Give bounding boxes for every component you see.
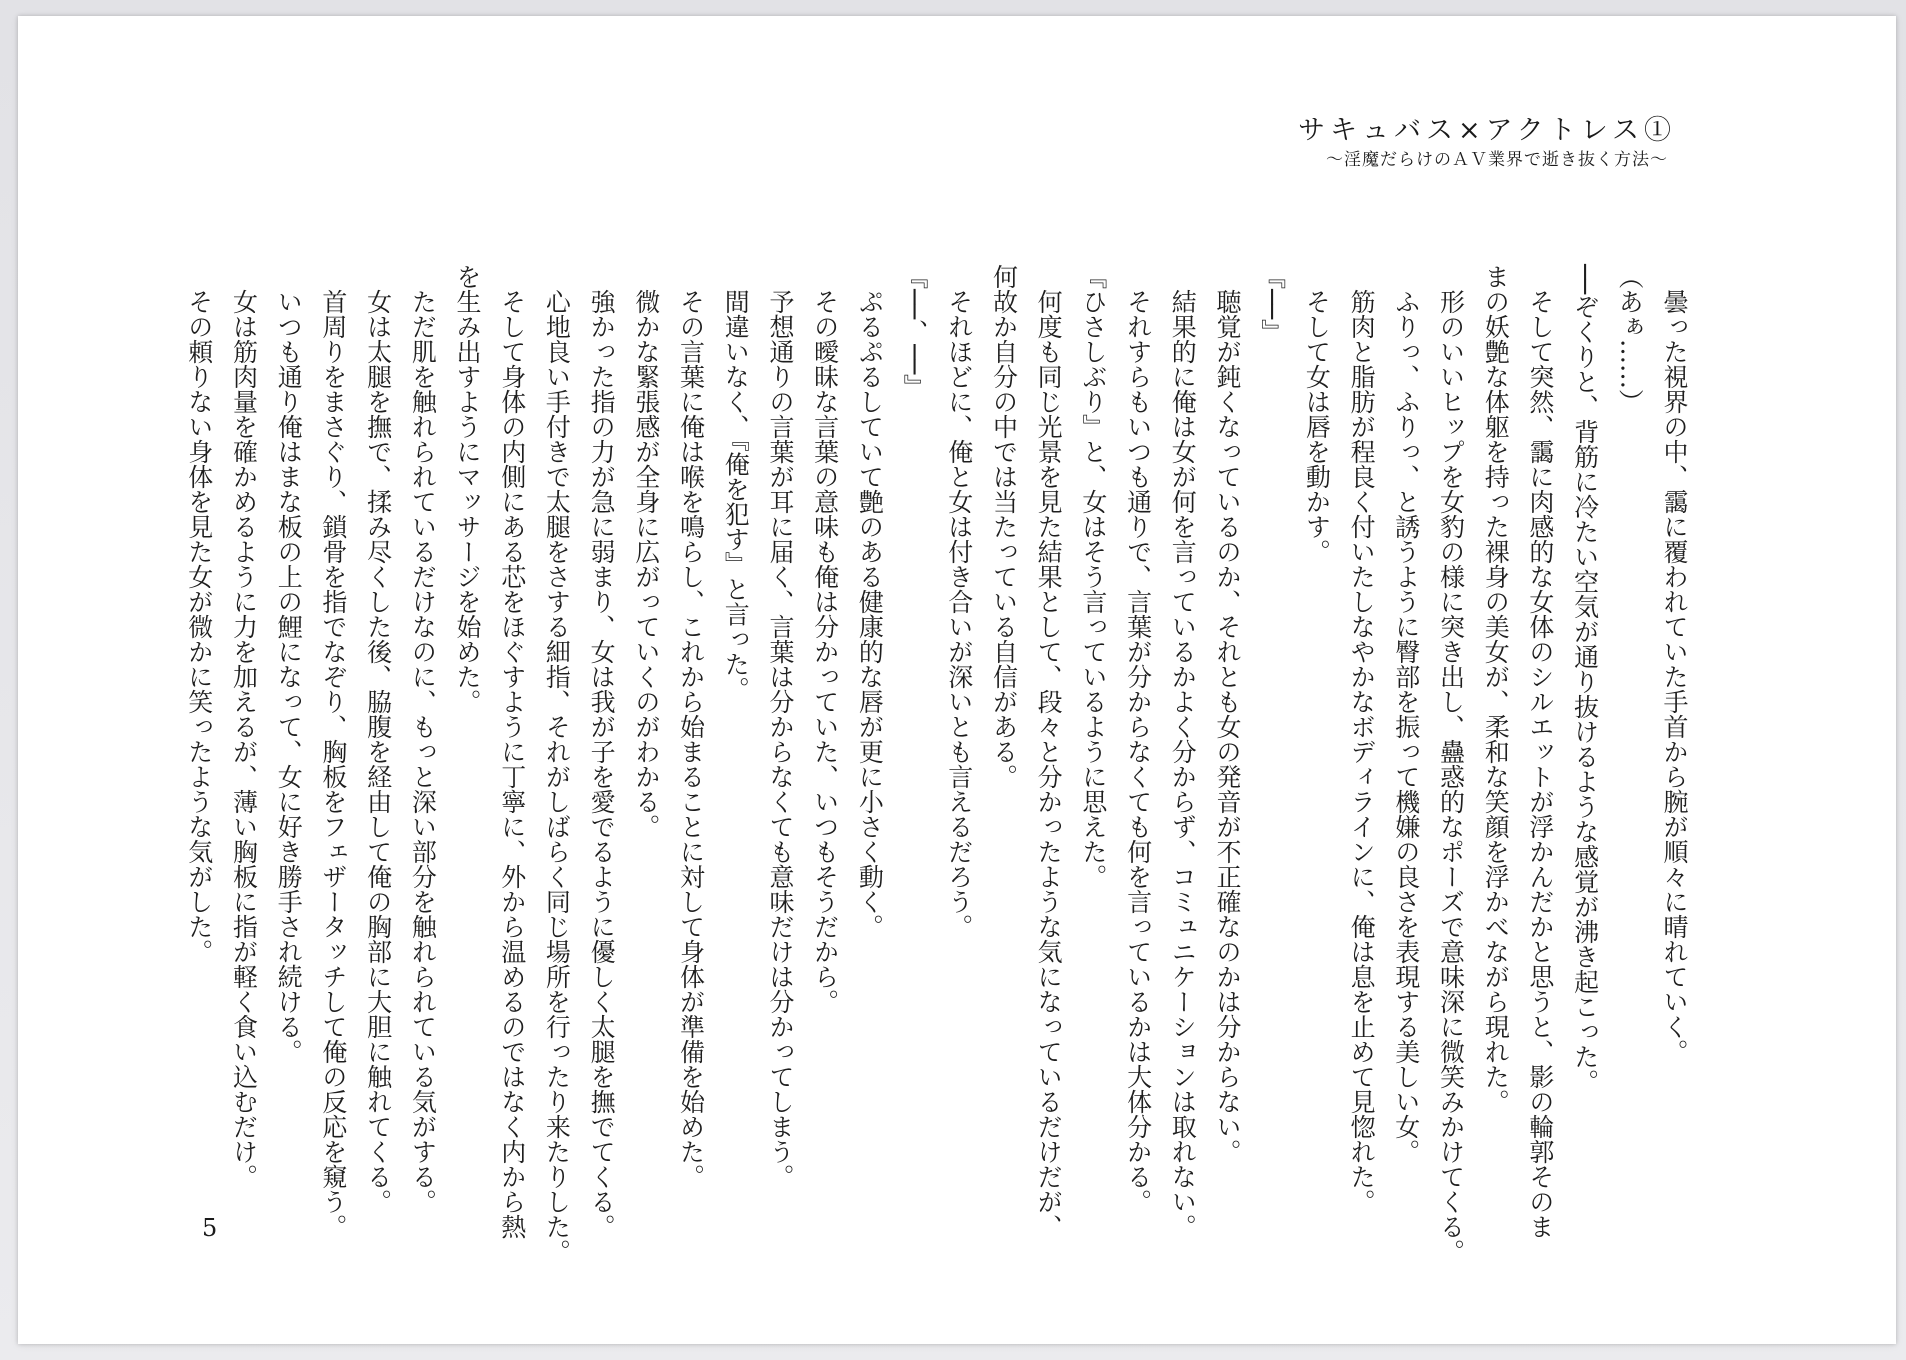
text-line: その頼りない身体を見た女が微かに笑ったような気がした。 (184, 289, 214, 964)
page-number: 5 (202, 1214, 218, 1242)
text-line: そして身体の内側にある芯をほぐすように丁寧に、外から温めるのではなく内から熱 (497, 289, 527, 1239)
text-line: 心地良い手付きで太腿をさする細指、それがしばらく同じ場所を行ったり来たりした。 (542, 289, 572, 1264)
text-line: それすらもいつも通りで、言葉が分からなくても何を言っているかは大体分かる。 (1123, 289, 1153, 1214)
text-line: 曇った視界の中、靄に覆われていた手首から腕が順々に晴れていく。 (1660, 289, 1689, 1064)
text-line: 筋肉と脂肪が程良く付いたしなやかなボディラインに、俺は息を止めて見惚れた。 (1347, 289, 1377, 1214)
text-line: そして突然、靄に肉感的な女体のシルエットが浮かんだかと思うと、影の輪郭そのま (1525, 289, 1555, 1239)
text-line: 間違いなく、『俺を犯す』と言った。 (721, 289, 751, 702)
vertical-body-text (176, 264, 1696, 1264)
running-header (1298, 114, 1676, 172)
book-subtitle: 〜淫魔だらけのＡＶ業界で逝き抜く方法〜 (1326, 150, 1668, 170)
text-line: そして女は唇を動かす。 (1302, 289, 1332, 564)
text-line: その言葉に俺は喉を鳴らし、これから始まることに対して身体が準備を始めた。 (676, 289, 706, 1189)
text-line: 『──、──』 (900, 264, 930, 400)
text-line: 何故か自分の中では当たっている自信がある。 (989, 264, 1019, 789)
text-line: 『ひさしぶり』と、女はそう言っているように思えた。 (1078, 264, 1108, 889)
text-line: 予想通りの言葉が耳に届く、言葉は分からなくても意味だけは分かってしまう。 (765, 289, 795, 1189)
text-line: ──ぞくりと、背筋に冷たい空気が通り抜けるような感覚が沸き起こった。 (1570, 264, 1600, 1095)
text-line: 聴覚が鈍くなっているのか、それとも女の発音が不正確なのかは分からない。 (1212, 289, 1242, 1164)
text-line: を生み出すようにマッサージを始めた。 (453, 264, 483, 714)
text-line: ふりっ、ふりっ、と誘うように臀部を振って機嫌の良さを表現する美しい女。 (1391, 289, 1421, 1164)
book-title: サキュバス×アクトレス① (1297, 115, 1676, 146)
text-line: 形のいいヒップを女豹の様に突き出し、蠱惑的なポーズで意味深に微笑みかけてくる。 (1436, 289, 1466, 1264)
text-line: 何度も同じ光景を見た結果として、段々と分かったような気になっているだけだが、 (1034, 289, 1064, 1239)
text-line: まの妖艶な体躯を持った裸身の美女が、柔和な笑顔を浮かべながら現れた。 (1481, 264, 1511, 1114)
text-line: 女は筋肉量を確かめるように力を加えるが、薄い胸板に指が軽く食い込むだけ。 (229, 289, 259, 1189)
text-line: ぷるぷるしていて艶のある健康的な唇が更に小さく動く。 (855, 289, 885, 939)
text-line: それほどに、俺と女は付き合いが深いとも言えるだろう。 (944, 289, 974, 939)
text-line: 女は太腿を撫で、揉み尽くした後、脇腹を経由して俺の胸部に大胆に触れてくる。 (363, 289, 393, 1214)
book-page (18, 16, 1896, 1344)
text-line: 結果的に俺は女が何を言っているかよく分からず、コミュニケーションは取れない。 (1168, 289, 1198, 1239)
text-line: 首周りをまさぐり、鎖骨を指でなぞり、胸板をフェザータッチして俺の反応を窺う。 (318, 289, 348, 1239)
text-line: 強かった指の力が急に弱まり、女は我が子を愛でるように優しく太腿を撫でてくる。 (587, 289, 617, 1239)
text-line: 微かな緊張感が全身に広がっていくのがわかる。 (631, 289, 661, 839)
text-line: いつも通り俺はまな板の上の鯉になって、女に好き勝手され続ける。 (274, 289, 304, 1064)
text-line: ただ肌を触れられているだけなのに、もっと深い部分を触れられている気がする。 (408, 289, 438, 1214)
text-line: その曖昧な言葉の意味も俺は分かっていた、いつもそうだから。 (810, 289, 840, 1014)
text-line: 『──』 (1257, 264, 1287, 345)
text-line: （あぁ……） (1615, 264, 1645, 414)
